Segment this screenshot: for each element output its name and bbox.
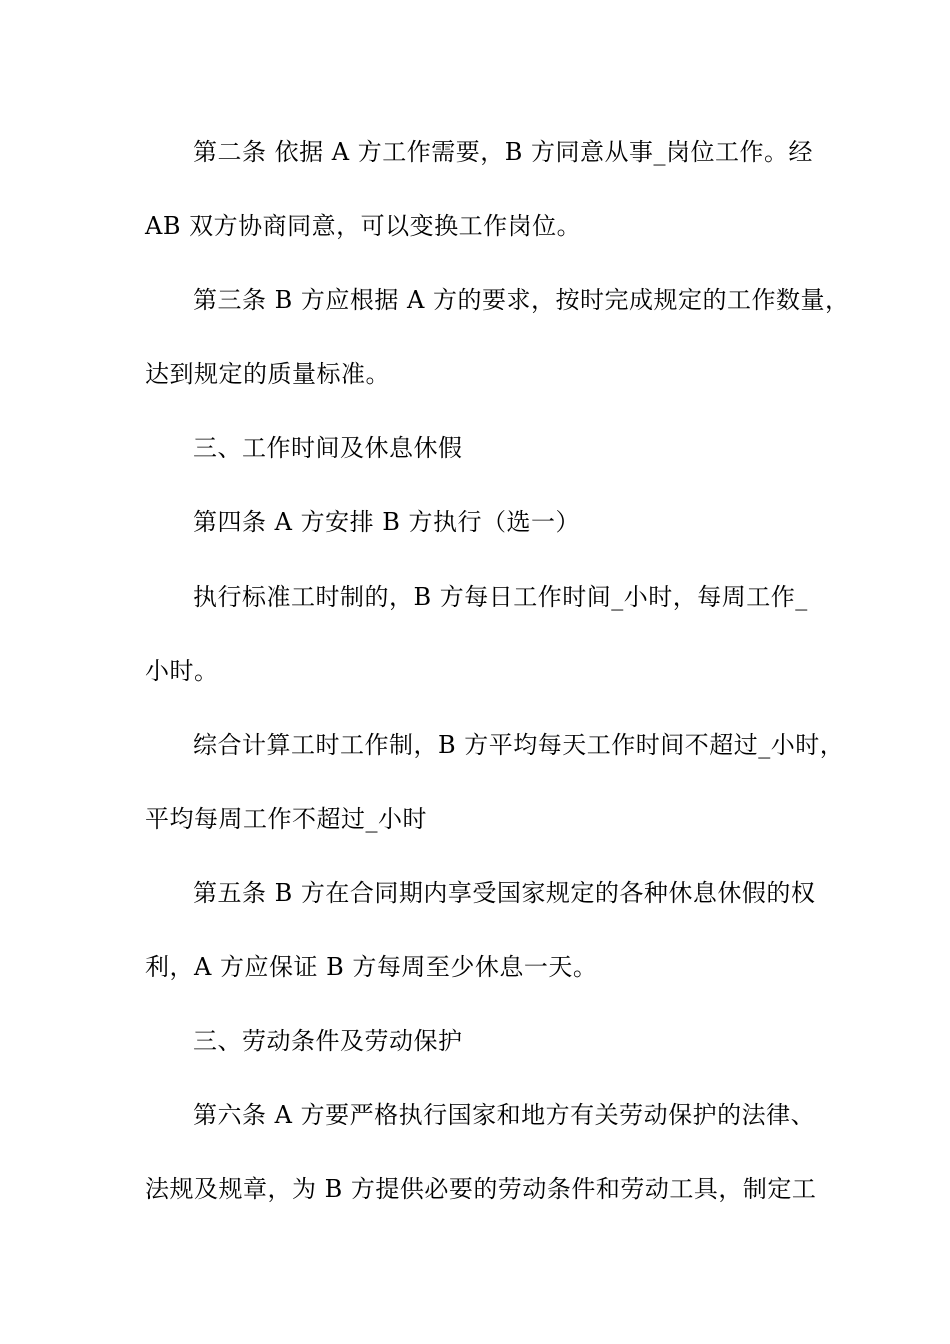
- article-6-line-2: 法规及规章，为 B 方提供必要的劳动条件和劳动工具，制定工: [145, 1175, 817, 1203]
- standard-hours-line-1: 执行标准工时制的，B 方每日工作时间_小时，每周工作_: [193, 583, 808, 611]
- article-5-line-2: 利，A 方应保证 B 方每周至少休息一天。: [145, 953, 598, 981]
- comprehensive-hours-line-2: 平均每周工作不超过_小时: [145, 805, 427, 833]
- section-heading-work-time: 三、工作时间及休息休假: [193, 434, 463, 462]
- article-6-line-1: 第六条 A 方要严格执行国家和地方有关劳动保护的法律、: [193, 1101, 816, 1129]
- standard-hours-line-2: 小时。: [145, 657, 219, 685]
- article-5-line-1: 第五条 B 方在合同期内享受国家规定的各种休息休假的权: [193, 879, 816, 907]
- article-3-line-1: 第三条 B 方应根据 A 方的要求，按时完成规定的工作数量，: [193, 286, 850, 314]
- comprehensive-hours-line-1: 综合计算工时工作制，B 方平均每天工作时间不超过_小时，: [193, 731, 845, 759]
- article-2-line-1: 第二条 依据 A 方工作需要，B 方同意从事_岗位工作。经: [193, 138, 813, 166]
- article-2-line-2: AB 双方协商同意，可以变换工作岗位。: [145, 212, 582, 240]
- section-heading-labor-conditions: 三、劳动条件及劳动保护: [193, 1027, 463, 1055]
- article-4-line-1: 第四条 A 方安排 B 方执行（选一）: [193, 508, 580, 536]
- article-3-line-2: 达到规定的质量标准。: [145, 360, 390, 388]
